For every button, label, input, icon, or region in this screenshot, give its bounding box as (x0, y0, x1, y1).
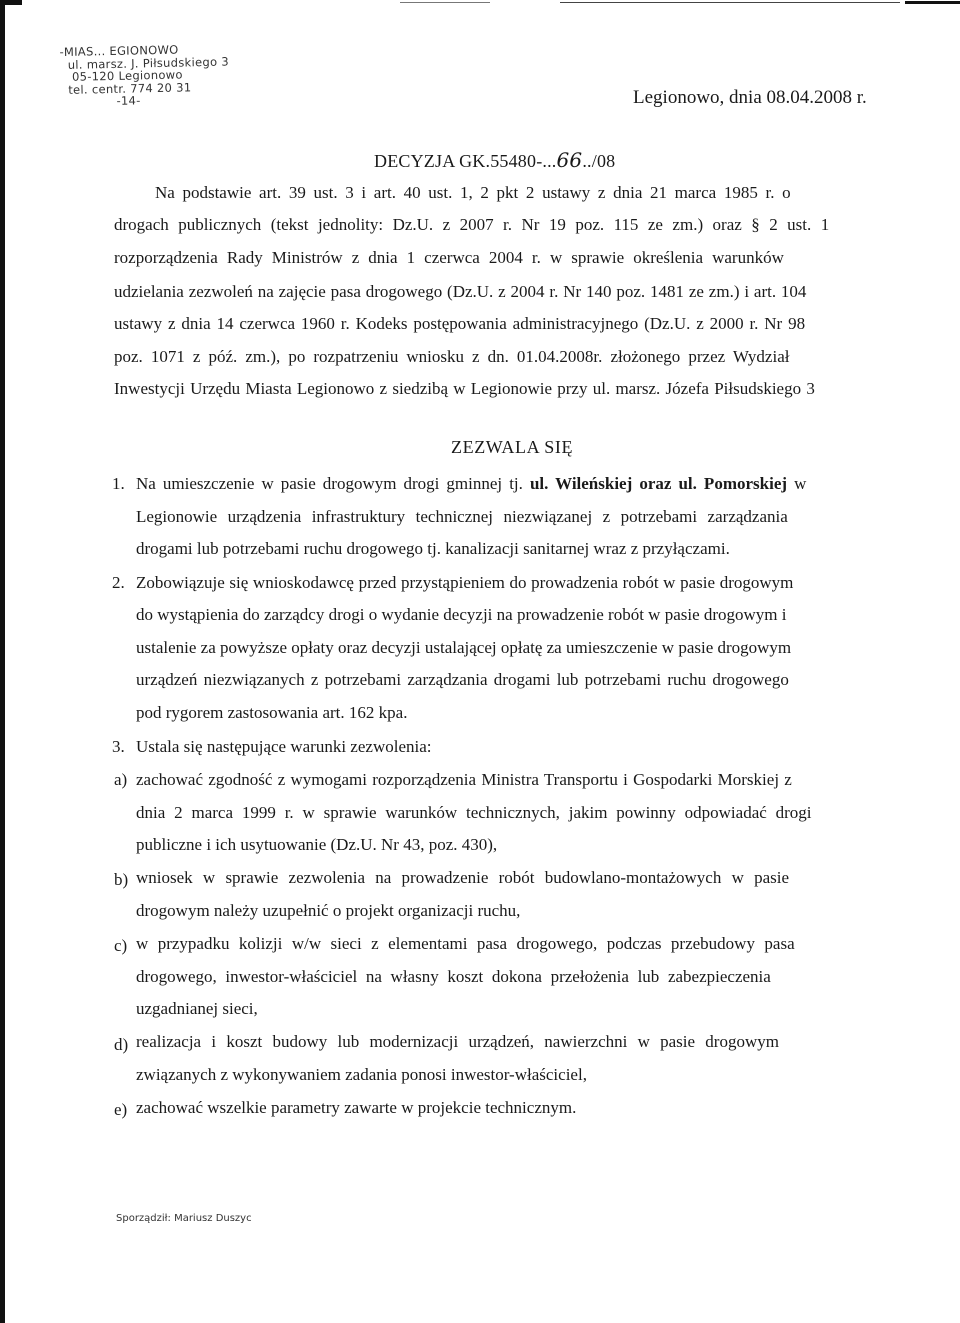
point2-line: pod rygorem zastosowania art. 162 kpa. (136, 703, 408, 722)
condition-line: drogowego, inwestor-właściciel na własny koszt dokona przełożenia lub zabezpieczenia (136, 967, 771, 986)
title-handwritten-number: 66 (556, 148, 583, 172)
condition-letter: a) (114, 770, 128, 789)
condition-letter: b) (114, 870, 129, 889)
stamp-line: 05-120 Legionowo (71, 67, 183, 84)
condition-line: realizacja i koszt budowy lub modernizacji urządzeń, nawierzchni w pasie drogowym (136, 1032, 779, 1051)
point-number: 1. (112, 474, 125, 493)
condition-letter: c) (114, 936, 128, 955)
condition-letter: d) (114, 1035, 129, 1054)
point-number: 3. (112, 737, 125, 756)
scan-edge-top (0, 0, 960, 6)
scan-edge-left (0, 0, 5, 1323)
street-names: ul. Wileńskiej oraz ul. Pomorskiej (529, 474, 788, 493)
condition-line: wniosek w sprawie zezwolenia na prowadzenie robót budowlano-montażowych w pasie (136, 868, 790, 887)
point2-line: ustalenie za powyższe opłaty oraz decyzji ustalającej opłatę za umieszczenie w pasie drogowym (136, 638, 792, 657)
point2-line: Zobowiązuje się wnioskodawcę przed przystąpieniem do prowadzenia robót w pasie drogowym (136, 573, 794, 592)
title-prefix: DECYZJA GK.55480-... (374, 151, 557, 171)
stamp-line: ul. marsz. J. Piłsudskiego 3 (67, 54, 230, 72)
preamble-line: poz. 1071 z póź. zm.), po rozpatrzeniu wniosku z dn. 01.04.2008r. złożonego przez Wydział (114, 347, 790, 366)
point-number: 2. (112, 573, 125, 592)
condition-line: publiczne i ich usytuowanie (Dz.U. Nr 43, poz. 430), (136, 835, 498, 854)
point2-line: do wystąpienia do zarządcy drogi o wydanie decyzji na prowadzenie robót w pasie drogowym i (136, 605, 787, 624)
point3-line: Ustala się następujące warunki zezwolenia: (136, 737, 432, 756)
preamble-line: drogach publicznych (tekst jednolity: Dz.U. z 2007 r. Nr 19 poz. 115 ze zm.) oraz § 2 ust. 1 (114, 215, 830, 234)
preamble-line: Inwestycji Urzędu Miasta Legionowo z siedzibą w Legionowie przy ul. marsz. Józefa Piłsudskiego 3 (114, 379, 815, 398)
point1-line: drogami lub potrzebami ruchu drogowego tj. kanalizacji sanitarnej wraz z przyłączami. (136, 539, 730, 558)
point1-text: Na umieszczenie w pasie drogowym drogi gminnej tj. (136, 474, 530, 493)
condition-line: uzgadnianej sieci, (136, 999, 258, 1018)
preamble-line: Na podstawie art. 39 ust. 3 i art. 40 ust. 1, 2 pkt 2 ustawy z dnia 21 marca 1985 r. o (155, 183, 791, 202)
condition-line: zachować zgodność z wymogami rozporządzenia Ministra Transportu i Gospodarki Morskiej z (136, 770, 792, 789)
preamble-line: rozporządzenia Rady Ministrów z dnia 1 czerwca 2004 r. w sprawie określenia warunków (114, 248, 784, 267)
preamble-line: ustawy z dnia 14 czerwca 1960 r. Kodeks postępowania administracyjnego (Dz.U. z 2000 r. Nr 98 (114, 314, 806, 333)
preamble-line: udzielania zezwoleń na zajęcie pasa drogowego (Dz.U. z 2004 r. Nr 140 poz. 1481 ze zm.) i art. 104 (114, 282, 807, 301)
office-stamp (57, 42, 258, 109)
stamp-line: tel. centr. 774 20 31 (68, 79, 192, 97)
condition-line: drogowym należy uzupełnić o projekt organizacji ruchu, (136, 901, 521, 920)
point1-line (136, 474, 806, 494)
condition-letter: e) (114, 1100, 128, 1119)
point1-text-end: w (787, 474, 807, 493)
condition-line: w przypadku kolizji w/w sieci z elementami pasa drogowego, podczas przebudowy pasa (136, 934, 795, 953)
point1-line: Legionowie urządzenia infrastruktury technicznej niezwiązanej z potrzebami zarządzania (136, 507, 788, 526)
condition-line: zachować wszelkie parametry zawarte w projekcie technicznym. (136, 1098, 577, 1117)
stamp-line: -MIAS... EGIONOWO (59, 42, 179, 60)
point2-line: urządzeń niezwiązanych z potrzebami zarządzania drogami lub potrzebami ruchu drogowego (136, 670, 789, 689)
title-suffix: ../08 (582, 151, 616, 171)
stamp-line: -14- (116, 93, 141, 108)
decision-title (374, 148, 615, 172)
document-date: Legionowo, dnia 08.04.2008 r. (633, 87, 867, 108)
prepared-by: Sporządził: Mariusz Duszyc (116, 1213, 252, 1224)
section-heading: ZEZWALA SIĘ (451, 437, 574, 457)
condition-line: związanych z wykonywaniem zadania ponosi inwestor-właściciel, (136, 1065, 587, 1084)
condition-line: dnia 2 marca 1999 r. w sprawie warunków technicznych, jakim powinny odpowiadać drogi (136, 803, 812, 822)
